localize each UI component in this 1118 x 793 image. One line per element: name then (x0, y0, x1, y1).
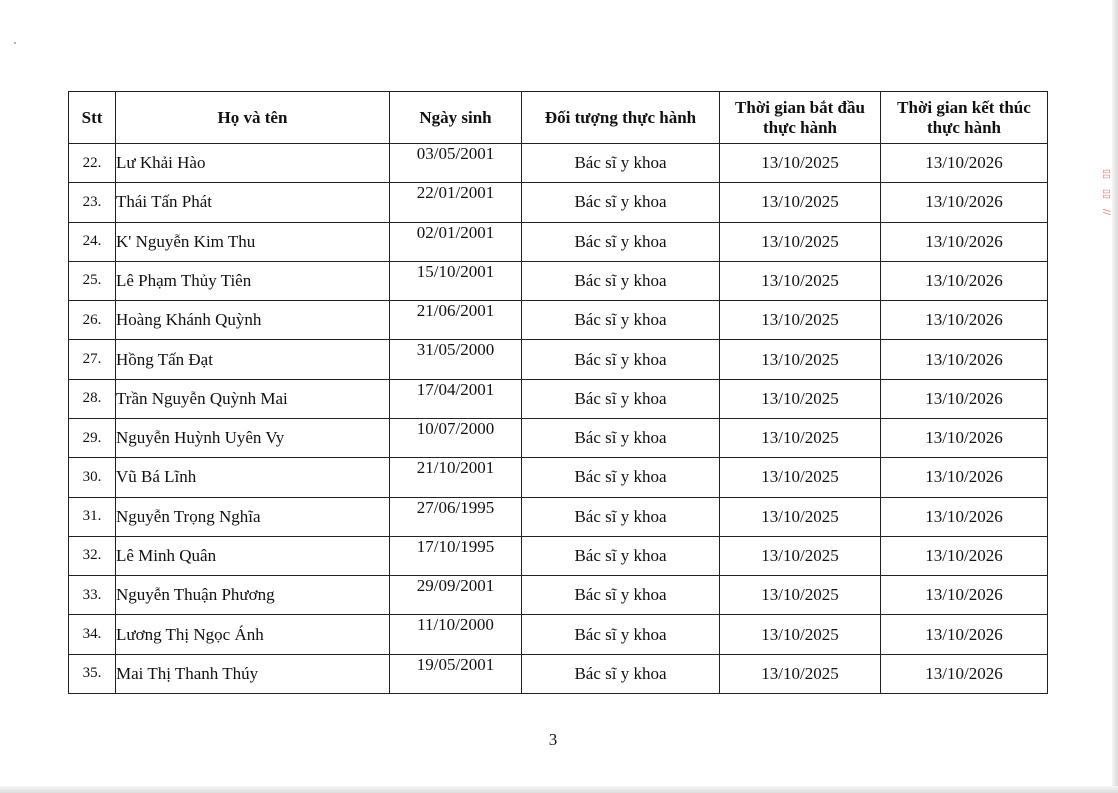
row-name: Lê Phạm Thủy Tiên (116, 261, 390, 300)
row-stt: 33. (69, 576, 116, 615)
row-name: Lê Minh Quân (116, 536, 390, 575)
row-name: Lương Thị Ngọc Ánh (116, 615, 390, 654)
row-start: 13/10/2025 (720, 536, 881, 575)
row-start: 13/10/2025 (720, 654, 881, 693)
row-stt: 25. (69, 261, 116, 300)
row-start: 13/10/2025 (720, 379, 881, 418)
row-role: Bác sĩ y khoa (522, 340, 720, 379)
table-row (69, 301, 1048, 340)
table-row (69, 183, 1048, 222)
table-header-row (69, 92, 1048, 144)
row-end: 13/10/2026 (881, 615, 1048, 654)
row-dob: 27/06/1995 (390, 497, 522, 536)
table-row (69, 497, 1048, 536)
row-start: 13/10/2025 (720, 576, 881, 615)
page-edge-right (1112, 0, 1118, 793)
row-stt: 24. (69, 222, 116, 261)
table-row (69, 654, 1048, 693)
row-start: 13/10/2025 (720, 458, 881, 497)
row-dob: 19/05/2001 (390, 654, 522, 693)
row-name: Mai Thị Thanh Thúy (116, 654, 390, 693)
row-role: Bác sĩ y khoa (522, 379, 720, 418)
row-start: 13/10/2025 (720, 418, 881, 457)
table-row (69, 418, 1048, 457)
row-name: Nguyễn Trọng Nghĩa (116, 497, 390, 536)
row-start: 13/10/2025 (720, 222, 881, 261)
row-dob: 17/10/1995 (390, 536, 522, 575)
row-end: 13/10/2026 (881, 458, 1048, 497)
row-role: Bác sĩ y khoa (522, 576, 720, 615)
row-name: Thái Tấn Phát (116, 183, 390, 222)
header-name: Họ và tên (116, 92, 390, 144)
table-row (69, 536, 1048, 575)
row-start: 13/10/2025 (720, 340, 881, 379)
row-start: 13/10/2025 (720, 497, 881, 536)
row-name: Lư Khải Hào (116, 144, 390, 183)
row-dob: 29/09/2001 (390, 576, 522, 615)
row-role: Bác sĩ y khoa (522, 654, 720, 693)
row-role: Bác sĩ y khoa (522, 222, 720, 261)
practitioner-table (68, 91, 1048, 694)
row-stt: 22. (69, 144, 116, 183)
row-role: Bác sĩ y khoa (522, 183, 720, 222)
row-name: Nguyễn Thuận Phương (116, 576, 390, 615)
row-stt: 28. (69, 379, 116, 418)
row-role: Bác sĩ y khoa (522, 144, 720, 183)
row-name: K' Nguyễn Kim Thu (116, 222, 390, 261)
row-role: Bác sĩ y khoa (522, 615, 720, 654)
row-end: 13/10/2026 (881, 301, 1048, 340)
row-end: 13/10/2026 (881, 261, 1048, 300)
header-role: Đối tượng thực hành (522, 92, 720, 144)
row-stt: 30. (69, 458, 116, 497)
row-stt: 26. (69, 301, 116, 340)
row-dob: 21/06/2001 (390, 301, 522, 340)
row-start: 13/10/2025 (720, 261, 881, 300)
row-end: 13/10/2026 (881, 418, 1048, 457)
row-stt: 32. (69, 536, 116, 575)
table-row (69, 261, 1048, 300)
header-dob: Ngày sinh (390, 92, 522, 144)
row-dob: 17/04/2001 (390, 379, 522, 418)
row-start: 13/10/2025 (720, 183, 881, 222)
table-row (69, 615, 1048, 654)
row-start: 13/10/2025 (720, 615, 881, 654)
table-row (69, 379, 1048, 418)
page-edge-bottom (0, 786, 1118, 793)
table-row (69, 222, 1048, 261)
row-stt: 35. (69, 654, 116, 693)
row-dob: 11/10/2000 (390, 615, 522, 654)
row-end: 13/10/2026 (881, 497, 1048, 536)
row-end: 13/10/2026 (881, 536, 1048, 575)
row-name: Trần Nguyễn Quỳnh Mai (116, 379, 390, 418)
row-start: 13/10/2025 (720, 144, 881, 183)
row-role: Bác sĩ y khoa (522, 301, 720, 340)
row-dob: 22/01/2001 (390, 183, 522, 222)
row-end: 13/10/2026 (881, 144, 1048, 183)
row-end: 13/10/2026 (881, 379, 1048, 418)
header-start: Thời gian bắt đầu thực hành (720, 92, 881, 144)
row-role: Bác sĩ y khoa (522, 536, 720, 575)
row-role: Bác sĩ y khoa (522, 497, 720, 536)
row-dob: 10/07/2000 (390, 418, 522, 457)
row-end: 13/10/2026 (881, 654, 1048, 693)
stamp-residue: ▯▯ ▯▯ ∕∕ (1101, 169, 1111, 216)
row-name: Hoàng Khánh Quỳnh (116, 301, 390, 340)
table-row (69, 576, 1048, 615)
row-end: 13/10/2026 (881, 222, 1048, 261)
row-dob: 21/10/2001 (390, 458, 522, 497)
header-stt: Stt (69, 92, 116, 144)
row-end: 13/10/2026 (881, 340, 1048, 379)
row-dob: 02/01/2001 (390, 222, 522, 261)
row-name: Nguyễn Huỳnh Uyên Vy (116, 418, 390, 457)
row-stt: 27. (69, 340, 116, 379)
table-row (69, 340, 1048, 379)
page-number: 3 (548, 730, 558, 749)
row-name: Vũ Bá Lĩnh (116, 458, 390, 497)
row-end: 13/10/2026 (881, 576, 1048, 615)
table-row (69, 458, 1048, 497)
row-dob: 15/10/2001 (390, 261, 522, 300)
row-stt: 31. (69, 497, 116, 536)
row-stt: 29. (69, 418, 116, 457)
table-row (69, 144, 1048, 183)
row-stt: 23. (69, 183, 116, 222)
row-name: Hồng Tấn Đạt (116, 340, 390, 379)
row-dob: 31/05/2000 (390, 340, 522, 379)
row-dob: 03/05/2001 (390, 144, 522, 183)
row-role: Bác sĩ y khoa (522, 458, 720, 497)
row-stt: 34. (69, 615, 116, 654)
row-end: 13/10/2026 (881, 183, 1048, 222)
row-role: Bác sĩ y khoa (522, 261, 720, 300)
header-end: Thời gian kết thúc thực hành (881, 92, 1048, 144)
row-start: 13/10/2025 (720, 301, 881, 340)
scan-speck (14, 42, 16, 44)
row-role: Bác sĩ y khoa (522, 418, 720, 457)
